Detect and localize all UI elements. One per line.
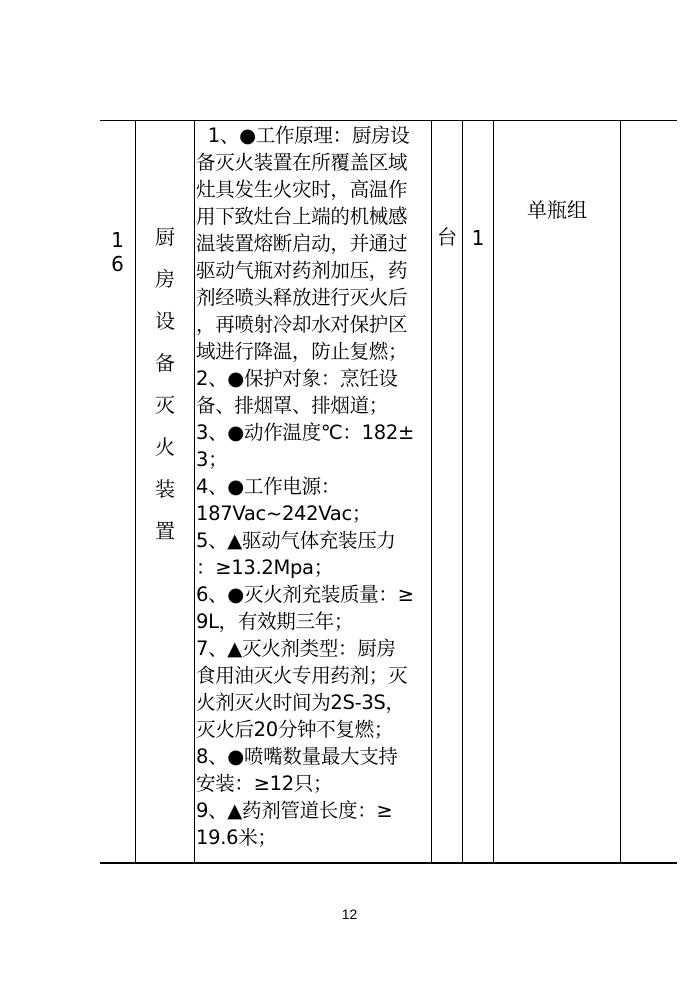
description-line: 9L，有效期三年；	[196, 610, 354, 633]
description-line: 187Vac~242Vac；	[196, 502, 372, 525]
description-line: 4、●工作电源：	[196, 475, 341, 498]
description-line: 食用油灭火专用药剂；灭	[196, 664, 408, 687]
description-line: 3、●动作温度℃：182±	[196, 421, 414, 444]
description-line: 19.6米；	[196, 826, 277, 849]
equipment-table	[100, 120, 677, 864]
description-line: 驱动气瓶对药剂加压，药	[196, 259, 408, 282]
name-char: 置	[155, 519, 175, 543]
description-line: 6、●灭火剂充装质量：≥	[196, 583, 414, 606]
technical-description	[196, 122, 430, 851]
column-divider	[194, 120, 195, 864]
column-divider	[493, 120, 494, 864]
name-char: 火	[155, 435, 175, 459]
description-line: 5、▲驱动气体充装压力	[196, 529, 396, 552]
description-line: 9、▲药剂管道长度：≥	[196, 799, 393, 822]
sequence-digit: 6	[111, 252, 124, 276]
page-number: 12	[341, 906, 358, 922]
equipment-name	[136, 216, 194, 552]
description-line: 2、●保护对象：烹饪设	[196, 367, 398, 390]
description-line: 用下致灶台上端的机械感	[196, 205, 408, 228]
column-divider	[462, 120, 463, 864]
name-char: 备	[155, 351, 175, 375]
description-line: 剂经喷头释放进行灭火后	[196, 286, 408, 309]
name-char: 灭	[155, 393, 175, 417]
description-line: ：≥13.2Mpa；	[196, 556, 333, 579]
sequence-digit: 1	[111, 228, 124, 252]
name-char: 房	[155, 267, 175, 291]
description-line: 1、●工作原理：厨房设	[196, 124, 410, 147]
name-char: 厨	[155, 225, 175, 249]
table-top-border	[100, 120, 677, 121]
description-line: 火剂灭火时间为2S-3S，	[196, 691, 405, 714]
description-line: 3；	[196, 448, 228, 471]
description-line: ，再喷射冷却水对保护区	[196, 313, 408, 336]
name-char: 装	[155, 477, 175, 501]
table-bottom-border	[100, 862, 677, 864]
unit-cell: 台	[437, 225, 457, 249]
name-char: 设	[155, 309, 175, 333]
description-line: 灭火后20分钟不复燃；	[196, 718, 394, 741]
description-line: 8、●喷嘴数量最大支持	[196, 745, 398, 768]
description-line: 备灭火装置在所覆盖区域	[196, 151, 408, 174]
description-line: 安装：≥12只；	[196, 772, 333, 795]
column-divider	[620, 120, 621, 864]
quantity-cell: 1	[471, 226, 485, 250]
description-line: 域进行降温，防止复燃；	[196, 340, 408, 363]
description-line: 温装置熔断启动，并通过	[196, 232, 408, 255]
description-line: 备、排烟罩、排烟道；	[196, 394, 389, 417]
note-cell: 单瓶组	[527, 198, 587, 222]
row-sequence-number	[100, 228, 135, 276]
description-line: 灶具发生火灾时，高温作	[196, 178, 408, 201]
description-line: 7、▲灭火剂类型：厨房	[196, 637, 396, 660]
